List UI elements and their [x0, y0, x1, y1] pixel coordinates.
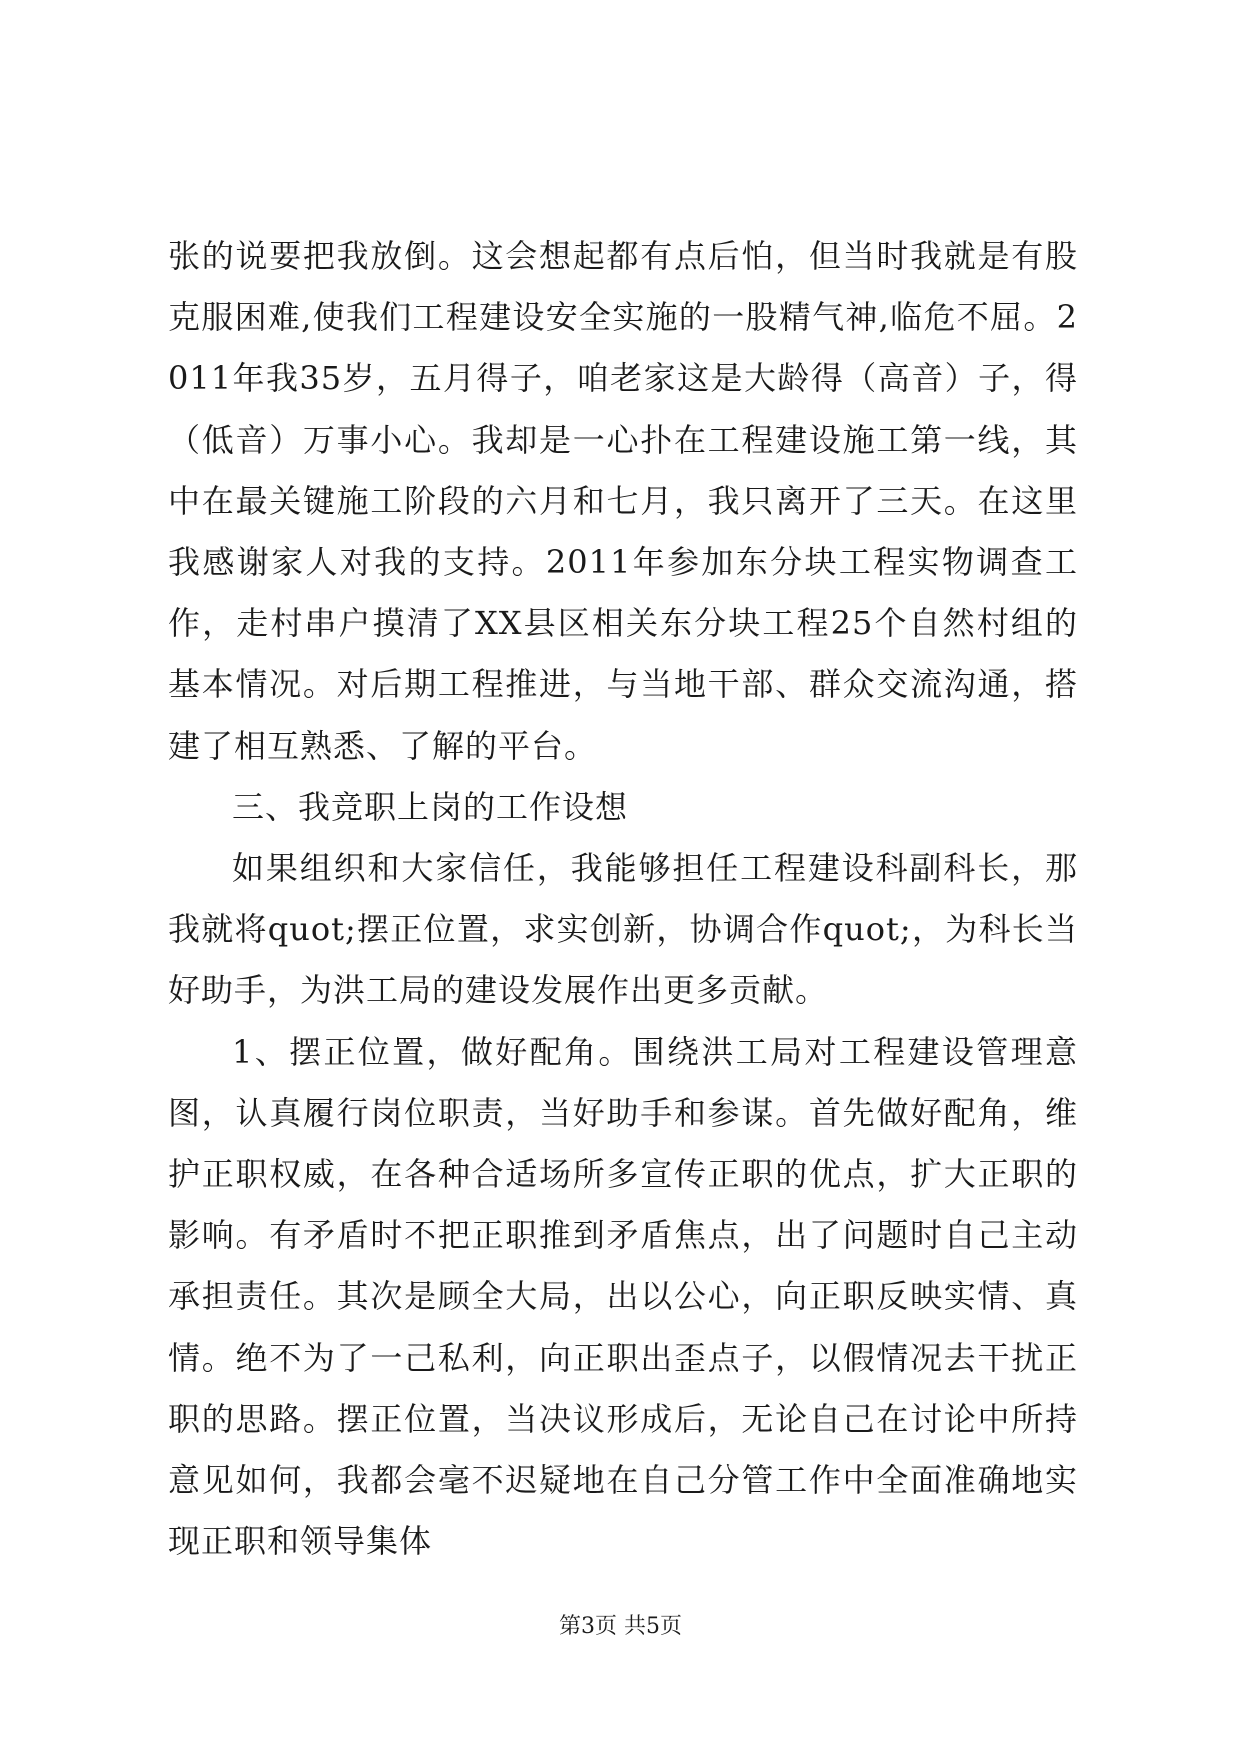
- document-body: [168, 226, 1078, 1572]
- section-heading: 三、我竞职上岗的工作设想: [232, 787, 629, 826]
- paragraph-intro: 如果组织和大家信任，我能够担任工程建设科副科长，那我就将quot;摆正位置，求实创新，协调合作quot;，为科长当好助手，为洪工局的建设发展作出更多贡献。: [168, 849, 1078, 1010]
- paragraph-point-1: 1、摆正位置，做好配角。围绕洪工局对工程建设管理意图，认真履行岗位职责，当好助手和参谋。首先做好配角，维护正职权威，在各种合适场所多宣传正职的优点，扩大正职的影响。有矛盾时不把正职推到矛盾焦点，出了问题时自己主动承担责任。其次是顾全大局，出以公心，向正职反映实情、真情。绝不为了一己私利，向正职出歪点子，以假情况去干扰正职的思路。摆正位置，当决议形成后，无论自己在讨论中所持意见如何，我都会毫不迟疑地在自己分管工作中全面准确地实现正职和领导集体: [168, 1032, 1078, 1561]
- paragraph-continuation: 张的说要把我放倒。这会想起都有点后怕，但当时我就是有股克服困难,使我们工程建设安全实施的一股精气神,临危不屈。2011年我35岁，五月得子，咱老家这是大龄得（高音）子，得（低音）万事小心。我却是一心扑在工程建设施工第一线，其中在最关键施工阶段的六月和七月，我只离开了三天。在这里我感谢家人对我的支持。2011年参加东分块工程实物调查工作，走村串户摸清了XX县区相关东分块工程25个自然村组的基本情况。对后期工程推进，与当地干部、群众交流沟通，搭建了相互熟悉、了解的平台。: [168, 237, 1078, 765]
- page-footer: 第3页 共5页: [559, 1614, 682, 1639]
